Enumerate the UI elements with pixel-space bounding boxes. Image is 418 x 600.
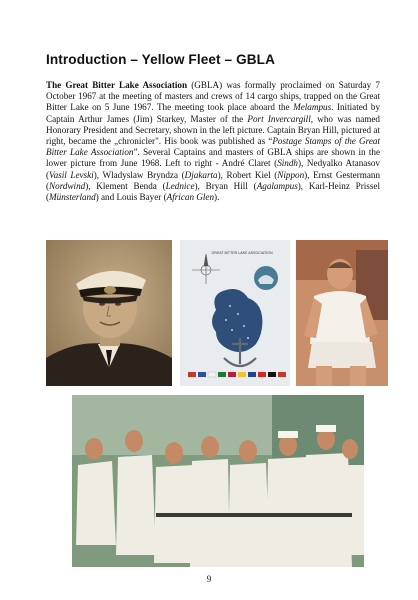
gbla-map-emblem	[180, 240, 290, 386]
ship-name: Vasil Levski	[49, 169, 94, 180]
text-run: ), Robert Kiel (	[217, 169, 278, 180]
text-run: ), Karl-Heinz Prissel (	[46, 180, 380, 203]
intro-paragraph	[46, 80, 380, 203]
text-run: , who was named Honorary President and Secretary, shown in the left picture. Captain Bryan Hill, pictured at right, became the „chronicler". His book was published as “	[46, 113, 380, 147]
book-title: Postage Stamps of the Great Bitter Lake Association	[46, 136, 380, 158]
ship-name: Lednice	[165, 180, 195, 191]
ship-name: Djakarta	[184, 169, 218, 180]
term-gbla: The Great Bitter Lake Association	[46, 80, 188, 90]
ship-name: Sindh	[277, 158, 298, 169]
text-run: ).	[214, 192, 220, 203]
page-heading: Introduction – Yellow Fleet – GBLA	[46, 52, 275, 67]
text-run: ), Klement Benda (	[85, 180, 166, 191]
text-run: ) and Louis Bayer (	[95, 192, 167, 203]
ship-name: Agalampus	[256, 180, 298, 191]
captains-group-photo	[72, 395, 364, 567]
ship-name: Nordwind	[49, 180, 86, 191]
text-run: ), Bryan Hill (	[194, 180, 257, 191]
page-number: 9	[206, 574, 212, 584]
ship-name: Münsterland	[49, 192, 96, 203]
ship-name: Port Invercargill	[247, 113, 311, 124]
text-run: ), Wladyslaw Bryndza (	[93, 169, 185, 180]
text-run: ), Ernst Gestermann (	[46, 169, 381, 191]
ship-name: Nippon	[277, 169, 305, 180]
text-run: ), Nedyalko Atanasov (	[46, 158, 380, 180]
text-run: (GBLA) was formally proclaimed on Saturday 7 October 1967 at the meeting of masters and crews of 14 cargo ships, trapped on the Great Bitter Lake on 5 June 1967. The meeting took place aboard the	[46, 80, 380, 113]
ship-name: Melampus	[293, 102, 332, 113]
text-run: ”. Several Captains and masters of GBLA ships are shown in the lower picture from June 1968. Left to right - André Claret (	[46, 147, 380, 169]
captain-hill-photo	[296, 240, 388, 386]
text-run: . Initiated by Captain Arthur James (Jim) Starkey, Master of the	[46, 102, 381, 124]
ship-name: African Glen	[166, 192, 215, 203]
map-caption: GREAT BITTER LAKE ASSOCIATION	[211, 251, 273, 255]
captain-starkey-portrait	[46, 240, 172, 386]
